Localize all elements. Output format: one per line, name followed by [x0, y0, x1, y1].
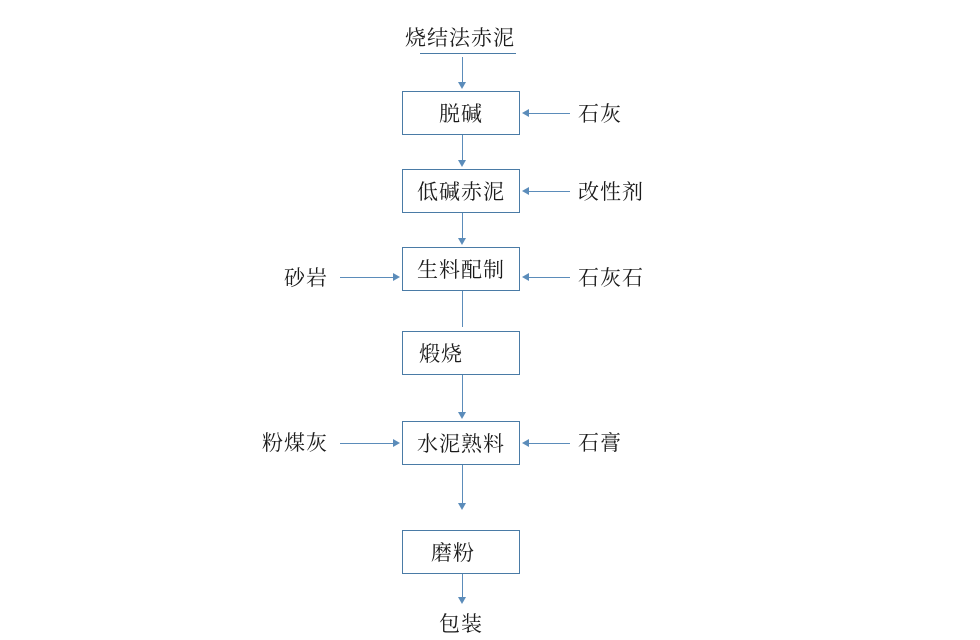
arrow-down-icon — [458, 597, 466, 604]
connector-sandstone-to-raw-meal — [340, 277, 394, 278]
arrow-down-icon — [458, 160, 466, 167]
connector-title-to-detachment — [462, 57, 463, 84]
connector-gypsum-to-clinker — [528, 443, 570, 444]
node-calcination — [402, 331, 520, 375]
node-calcination-label: 煅烧 — [419, 342, 463, 366]
node-low-alkali-red-mud — [402, 169, 520, 213]
connector-calcination-to-clinker — [462, 375, 463, 415]
input-modifier: 改性剂 — [578, 180, 644, 204]
arrow-left-icon — [522, 273, 529, 281]
connector-detachment-to-low-alkali — [462, 135, 463, 162]
input-lime: 石灰 — [578, 102, 622, 126]
arrow-left-icon — [522, 187, 529, 195]
node-cement-clinker-label: 水泥熟料 — [417, 432, 505, 456]
node-milling — [402, 530, 520, 574]
node-cement-clinker — [402, 421, 520, 465]
arrow-down-icon — [458, 412, 466, 419]
node-raw-meal-preparation — [402, 247, 520, 291]
connector-raw-meal-to-calcination — [462, 291, 463, 327]
node-milling-label: 磨粉 — [431, 541, 475, 565]
arrow-down-icon — [458, 238, 466, 245]
input-limestone: 石灰石 — [578, 266, 644, 290]
arrow-right-icon — [393, 439, 400, 447]
arrow-left-icon — [522, 109, 529, 117]
node-low-alkali-red-mud-label: 低碱赤泥 — [417, 180, 505, 204]
connector-fly-ash-to-clinker — [340, 443, 394, 444]
node-raw-meal-preparation-label: 生料配制 — [417, 258, 505, 282]
diagram-title: 烧结法赤泥 — [405, 26, 515, 50]
arrow-right-icon — [393, 273, 400, 281]
arrow-left-icon — [522, 439, 529, 447]
connector-modifier-to-low-alkali — [528, 191, 570, 192]
connector-limestone-to-raw-meal — [528, 277, 570, 278]
title-underline — [420, 53, 516, 54]
node-packaging: 包装 — [439, 612, 483, 636]
connector-low-alkali-to-raw-meal — [462, 213, 463, 240]
arrow-down-icon — [458, 503, 466, 510]
input-gypsum: 石膏 — [578, 431, 622, 455]
input-fly-ash: 粉煤灰 — [262, 431, 328, 455]
connector-clinker-to-milling — [462, 465, 463, 507]
input-sandstone: 砂岩 — [284, 266, 328, 290]
node-detachment — [402, 91, 520, 135]
node-detachment-label: 脱碱 — [439, 102, 483, 126]
arrow-down-icon — [458, 82, 466, 89]
connector-lime-to-detachment — [528, 113, 570, 114]
